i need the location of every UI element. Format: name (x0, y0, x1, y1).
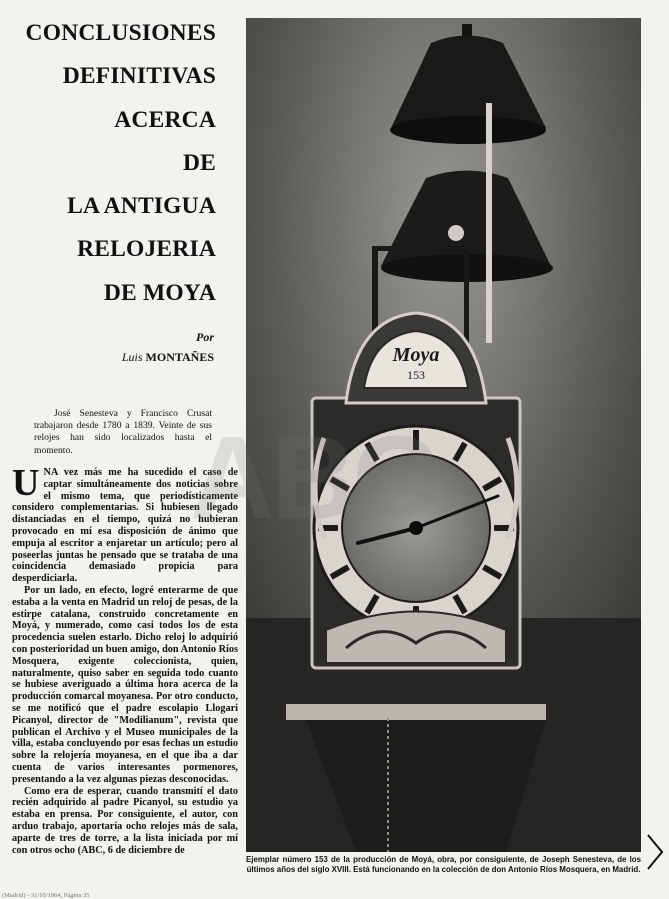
headline (14, 12, 216, 315)
headline-line: RELOJERIA (77, 236, 216, 263)
headline-line: DEFINITIVAS (62, 63, 216, 90)
body-paragraph: Por un lado, en efecto, logré enterarme de que estaba a la venta en Madrid un reloj de pesas, de la estirpe catalana, construido concretamente en Moyá, y numerado, como casi todos los de esta procedencia suelen estarlo. Dicho reloj lo adquirió con posterioridad un buen amigo, don Antonio Ríos Mosquera, exigente coleccionista, quien, naturalmente, quiso saber en seguida todo cuanto se hubiese averiguado a última hora acerca de la producción comarcal moyanesa. Por otro conducto, se me notificó que el padre escolapio Llogari Picanyol, director de "Modilianum", revista que publican el Archivo y el Museo municipales de la villa, estaba concluyendo por esas fechas un estudio sobre la relojería moyanesa, en el que iba a dar cuenta de varios interesantes pormenores, presentando a la vez algunas piezas desconocidas. (12, 584, 238, 785)
page-footer: (Madrid) - 31/10/1964, Página 35 (2, 892, 90, 899)
headline-line: DE MOYA (103, 279, 216, 306)
headline-line: ACERCA (114, 106, 216, 133)
author-last-name: MONTAÑES (145, 350, 214, 364)
next-page-arrow-icon[interactable] (645, 832, 665, 872)
dial-maker-text: Moya (392, 344, 440, 366)
headline-line: CONCLUSIONES (25, 20, 216, 46)
byline-prefix: Por (196, 330, 214, 344)
clock-illustration (246, 18, 641, 852)
headline-line: DE (182, 149, 216, 176)
author-first-name: Luis (121, 350, 143, 364)
clock-photo (246, 18, 641, 852)
body-paragraph: Como era de esperar, cuando transmití el dato recién adquirido al padre Picanyol, su estudio ya estaba en prensa. Por consiguiente, el autor, con arduo trabajo, aportaría ocho relojes más de sala, aparte de tres de torre, a la lista iniciada por mí con otros ocho (ABC, 6 de diciembre de (12, 785, 238, 856)
byline-author (122, 350, 214, 365)
article-body (12, 462, 238, 856)
photo-caption: Ejemplar número 153 de la producción de Moyá, obra, por consiguiente, de Joseph Senesteva, de los últimos años del siglo XVIII. Está funcionando en la colección de don Antonio Ríos Mosquera, en Madrid. (246, 855, 641, 874)
article-summary: José Senesteva y Francisco Crusat trabajaron desde 1780 a 1839. Veinte de sus relojes han sido localizados hasta el momento. (34, 408, 212, 456)
paragraph-text: NA vez más me ha sucedido el caso de captar simultáneamente dos noticias sobre el mismo tema, que periodísticamente considero complementarias. Si hubiesen llegado distanciadas en el tiempo, quizá no hubieran provocado en mí esa disposición de ánimo que empuja al escritor a enjaretar un artículo; pero al poseerlas juntas he pensado que se trataba de una coincidencia demasiado propicia para desperdiciarla. (12, 467, 238, 585)
dial-number-text: 153 (407, 368, 425, 382)
drop-cap: U (12, 462, 40, 504)
headline-line: LA ANTIGUA (67, 193, 216, 220)
body-paragraph (12, 462, 238, 585)
